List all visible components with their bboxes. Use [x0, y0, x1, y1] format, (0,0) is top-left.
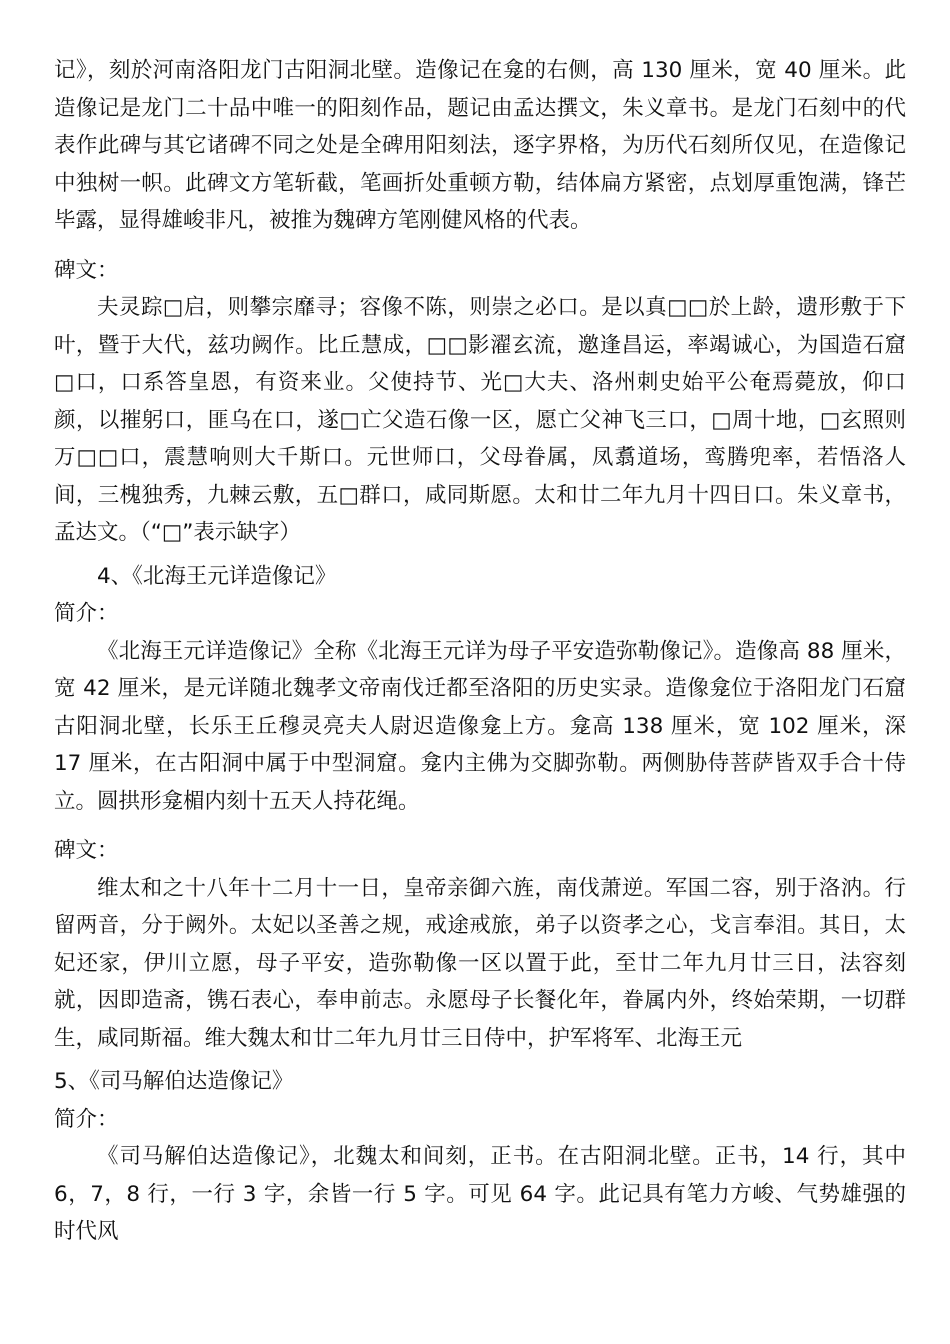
- section5-intro-label: 简介：: [54, 1106, 119, 1132]
- section3-intro-paragraph: 记》，刻於河南洛阳龙门古阳洞北壁。造像记在龛的右侧，高 130 厘米，宽 40 厘米。此造像记是龙门二十品中唯一的阳刻作品，题记由孟达撰文，朱义章书。是龙门石刻中的代表作此碑与其它诸碑不同之处是全碑用阳刻法，逐字界格，为历代石刻所仅见，在造像记中独树一帜。此碑文方笔斩截，笔画折处重顿方勒，结体扁方紧密，点划厚重饱满，锋芒毕露，显得雄峻非凡，被推为魏碑方笔刚健风格的代表。: [54, 58, 906, 233]
- section5-heading: 5、《司马解伯达造像记》: [54, 1069, 294, 1094]
- section3-inscription-paragraph: 夫灵踪□启，则攀宗靡寻；容像不陈，则崇之必口。是以真□□於上龄，遗形敷于下叶，暨于大代，兹功阙作。比丘慧成，□□影濯玄流，邀逢昌运，率竭诚心，为国造石窟□口，口系答皇恩，有资来业。父使持节、光□大夫、洛州刺史始平公奄焉薨放，仰口颜，以摧躬口，匪乌在口，遂□亡父造石像一区，愿亡父神飞三口，□周十地，□玄照则万□□口，震慧响则大千斯口。元世师口，父母眷属，凤翥道场，鸾腾兜率，若悟洛人间，三槐独秀，九棘云敷，五□群口，咸同斯愿。太和廿二年九月十四日口。朱义章书，孟达文。（“□”表示缺字）: [54, 295, 906, 545]
- spacer: [54, 820, 906, 826]
- spacer: [54, 240, 906, 246]
- section4-heading: 4、《北海王元详造像记》: [97, 563, 337, 589]
- section4-intro-label: 简介：: [54, 601, 119, 626]
- section4-inscription-paragraph: 维太和之十八年十二月十一日，皇帝亲御六旌，南伐萧逆。军国二容，别于洛汭。行留两音，分于阙外。太妃以圣善之规，戒途戒旅，弟子以资孝之心，戈言奉泪。其日，太妃还家，伊川立愿，母子平安，造弥勒像一区以置于此，至廿二年九月廿三日，法容刻就，因即造斋，镌石表心，奉申前志。永愿母子长餐化年，眷属内外，终始荣期，一切群生，咸同斯福。维大魏太和廿二年九月廿三日侍中，护军将军、北海王元: [54, 875, 906, 1051]
- section5-intro-paragraph: 《司马解伯达造像记》，北魏太和间刻，正书。在古阳洞北壁。正书，14 行，其中 6，7，8 行，一行 3 字，余皆一行 5 字。可见 64 字。此记具有笔力方峻、气势雄强的时代风: [54, 1144, 906, 1244]
- section4-intro-paragraph: 《北海王元详造像记》全称《北海王元详为母子平安造弥勒像记》。造像高 88 厘米，宽 42 厘米，是元详随北魏孝文帝南伐迁都至洛阳的历史实录。造像龛位于洛阳龙门石窟古阳洞北壁，长乐王丘穆灵亮夫人尉迟造像龛上方。龛高 138 厘米，宽 102 厘米，深 17 厘米，在古阳洞中属于中型洞窟。龛内主佛为交脚弥勒。两侧胁侍菩萨皆双手合十侍立。圆拱形龛楣内刻十五天人持花绳。: [54, 638, 906, 814]
- section4-inscription-label: 碑文：: [54, 838, 119, 863]
- section3-inscription-label: 碑文：: [54, 257, 119, 283]
